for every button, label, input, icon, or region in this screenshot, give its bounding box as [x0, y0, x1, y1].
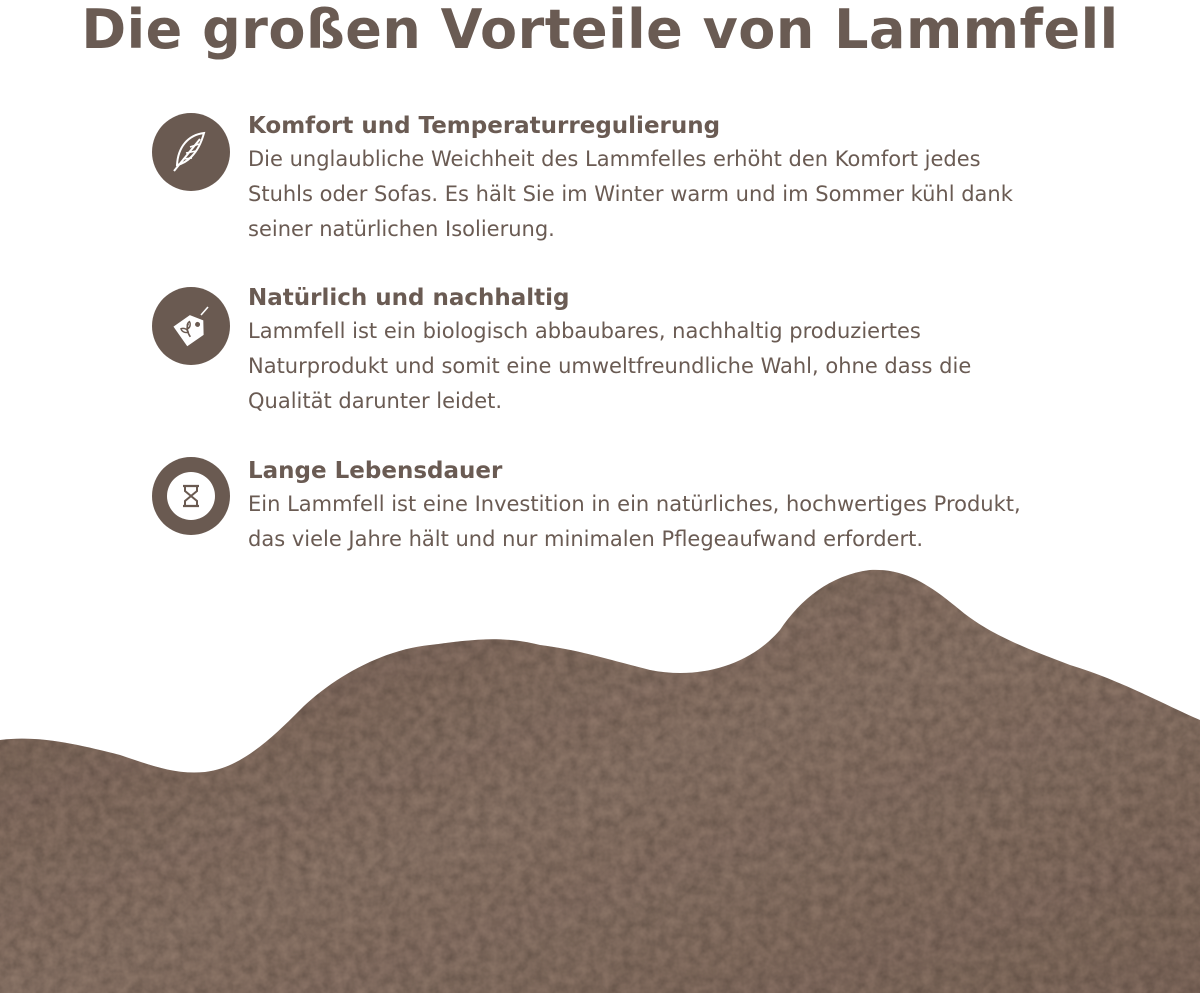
description-line: seiner natürlichen Isolierung. [248, 217, 555, 241]
sheepskin-fur-image [0, 540, 1200, 993]
eco-tag-icon [152, 287, 230, 365]
description-line: Die unglaubliche Weichheit des Lammfelles erhöht den Komfort jedes [248, 147, 981, 171]
feature-description [248, 314, 1068, 419]
description-line: das viele Jahre hält und nur minimalen Pflegeaufwand erfordert. [248, 527, 924, 551]
description-line: Naturprodukt und somit eine umweltfreundliche Wahl, ohne dass die [248, 354, 972, 378]
feature-title: Komfort und Temperaturregulierung [248, 113, 721, 139]
feature-title: Lange Lebensdauer [248, 458, 503, 484]
feather-icon [152, 113, 230, 191]
description-line: Qualität darunter leidet. [248, 389, 503, 413]
page-title: Die großen Vorteile von Lammfell [81, 0, 1119, 61]
feature-description [248, 142, 1068, 247]
description-line: Ein Lammfell ist eine Investition in ein natürliches, hochwertiges Produkt, [248, 492, 1021, 516]
feature-title: Natürlich und nachhaltig [248, 285, 570, 311]
hourglass-icon [152, 457, 230, 535]
description-line: Stuhls oder Sofas. Es hält Sie im Winter warm und im Sommer kühl dank [248, 182, 1013, 206]
description-line: Lammfell ist ein biologisch abbaubares, nachhaltig produziertes [248, 319, 921, 343]
